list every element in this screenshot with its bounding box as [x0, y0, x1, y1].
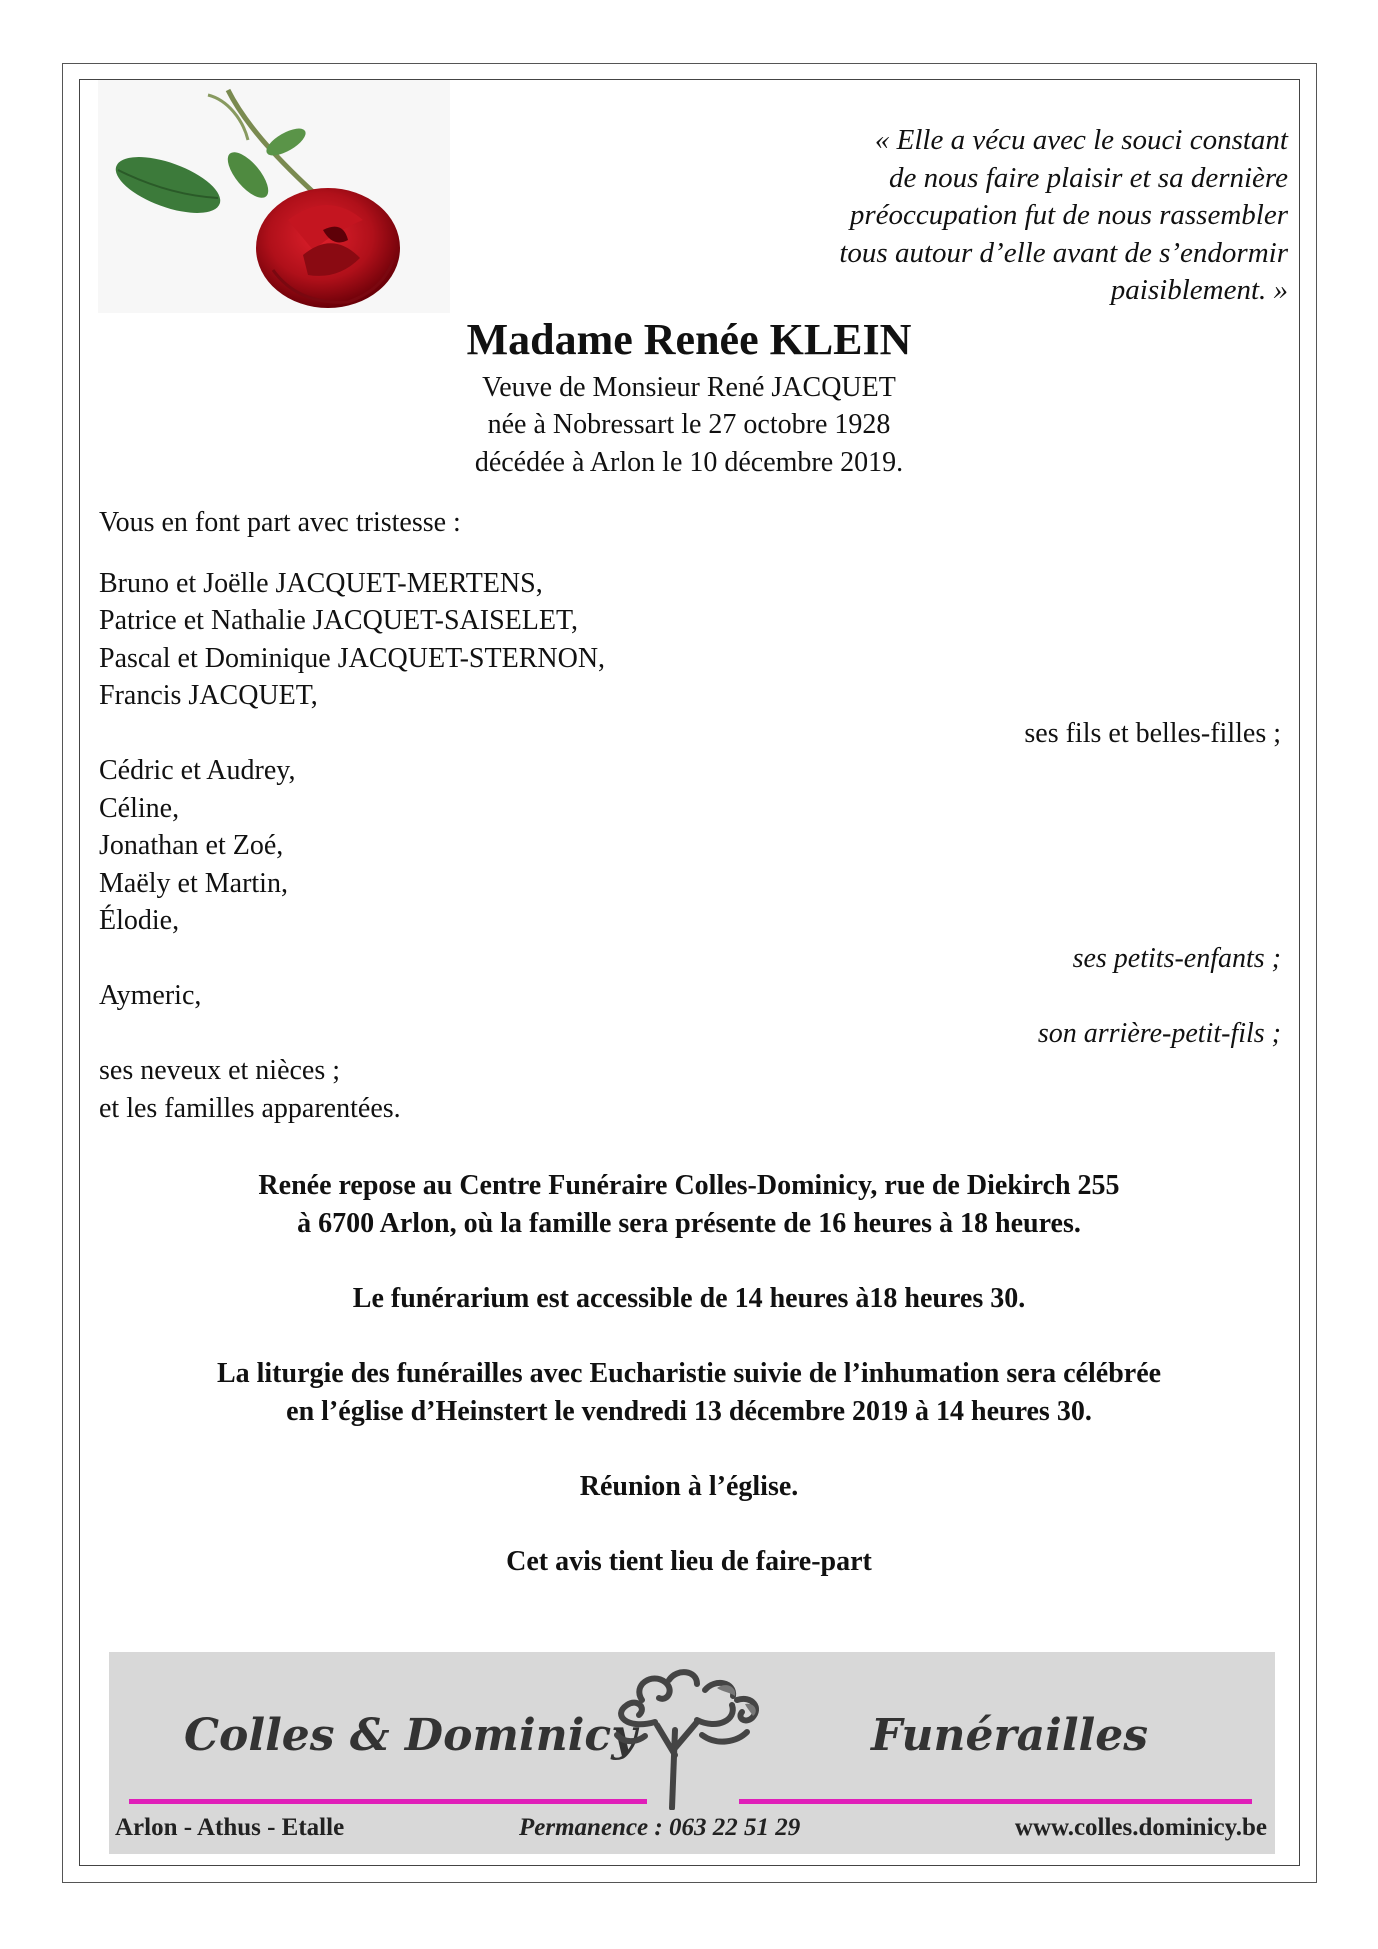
- child-line: Francis JACQUET,: [99, 680, 318, 711]
- great-grandchild-relation: son arrière-petit-fils ;: [1037, 1018, 1281, 1049]
- red-rose-image: [98, 80, 450, 313]
- grandchildren-relation: ses petits-enfants ;: [1072, 943, 1281, 974]
- grandchild-line: Maëly et Martin,: [99, 868, 288, 899]
- widow-of: Veuve de Monsieur René JACQUET: [482, 372, 896, 403]
- child-line: Pascal et Dominique JACQUET-STERNON,: [99, 643, 606, 674]
- brand-name: Colles & Dominicy: [184, 1710, 637, 1761]
- liturgy-line: en l’église d’Heinstert le vendredi 13 décembre 2019 à 14 heures 30.: [286, 1396, 1092, 1427]
- children-relation: ses fils et belles-filles ;: [1024, 718, 1281, 749]
- locations: Arlon - Athus - Etalle: [115, 1814, 345, 1841]
- liturgy-line: La liturgie des funérailles avec Eucharistie suivie de l’inhumation sera célébrée: [216, 1358, 1162, 1389]
- quote-line: de nous faire plaisir et sa dernière: [889, 161, 1288, 194]
- tree-logo-icon: [597, 1660, 787, 1810]
- brand-tagline: Funérailles: [871, 1710, 1149, 1761]
- quote-line: préoccupation fut de nous rassembler: [849, 199, 1288, 231]
- repose-line: Renée repose au Centre Funéraire Colles-Dominicy, rue de Diekirch 255: [258, 1170, 1120, 1201]
- website-link[interactable]: www.colles.dominicy.be: [1014, 1814, 1267, 1841]
- quote-line: tous autour d’elle avant de s’endormir: [839, 236, 1288, 269]
- birth-info: née à Nobressart le 27 octobre 1928: [487, 409, 891, 440]
- repose-line: à 6700 Arlon, où la famille sera présente de 16 heures à 18 heures.: [297, 1208, 1081, 1239]
- others-line: et les familles apparentées.: [99, 1093, 401, 1124]
- great-grandchild: Aymeric,: [99, 980, 202, 1011]
- accent-line-right: [739, 1799, 1252, 1804]
- grandchild-line: Céline,: [99, 793, 180, 824]
- reunion-text: Réunion à l’église.: [579, 1471, 799, 1502]
- accent-line-left: [129, 1799, 647, 1804]
- deceased-name: Madame Renée KLEIN: [466, 315, 912, 364]
- intro-text: Vous en font part avec tristesse :: [99, 507, 461, 538]
- grandchild-line: Élodie,: [99, 905, 180, 936]
- others-line: ses neveux et nièces ;: [99, 1055, 341, 1086]
- quote: [728, 122, 1288, 310]
- child-line: Bruno et Joëlle JACQUET-MERTENS,: [99, 568, 543, 599]
- death-info: décédée à Arlon le 10 décembre 2019.: [474, 447, 904, 478]
- funeral-home-banner: [109, 1652, 1275, 1854]
- child-line: Patrice et Nathalie JACQUET-SAISELET,: [99, 605, 579, 636]
- rose-icon: [98, 80, 450, 313]
- grandchild-line: Cédric et Audrey,: [99, 755, 296, 786]
- notice-text: Cet avis tient lieu de faire-part: [506, 1546, 872, 1577]
- grandchild-line: Jonathan et Zoé,: [99, 830, 284, 861]
- funerarium-hours: Le funérarium est accessible de 14 heures à18 heures 30.: [352, 1283, 1026, 1314]
- quote-line: « Elle a vécu avec le souci constant: [874, 124, 1288, 156]
- permanence-phone: Permanence : 063 22 51 29: [519, 1814, 801, 1841]
- quote-line: paisiblement. »: [1110, 274, 1288, 306]
